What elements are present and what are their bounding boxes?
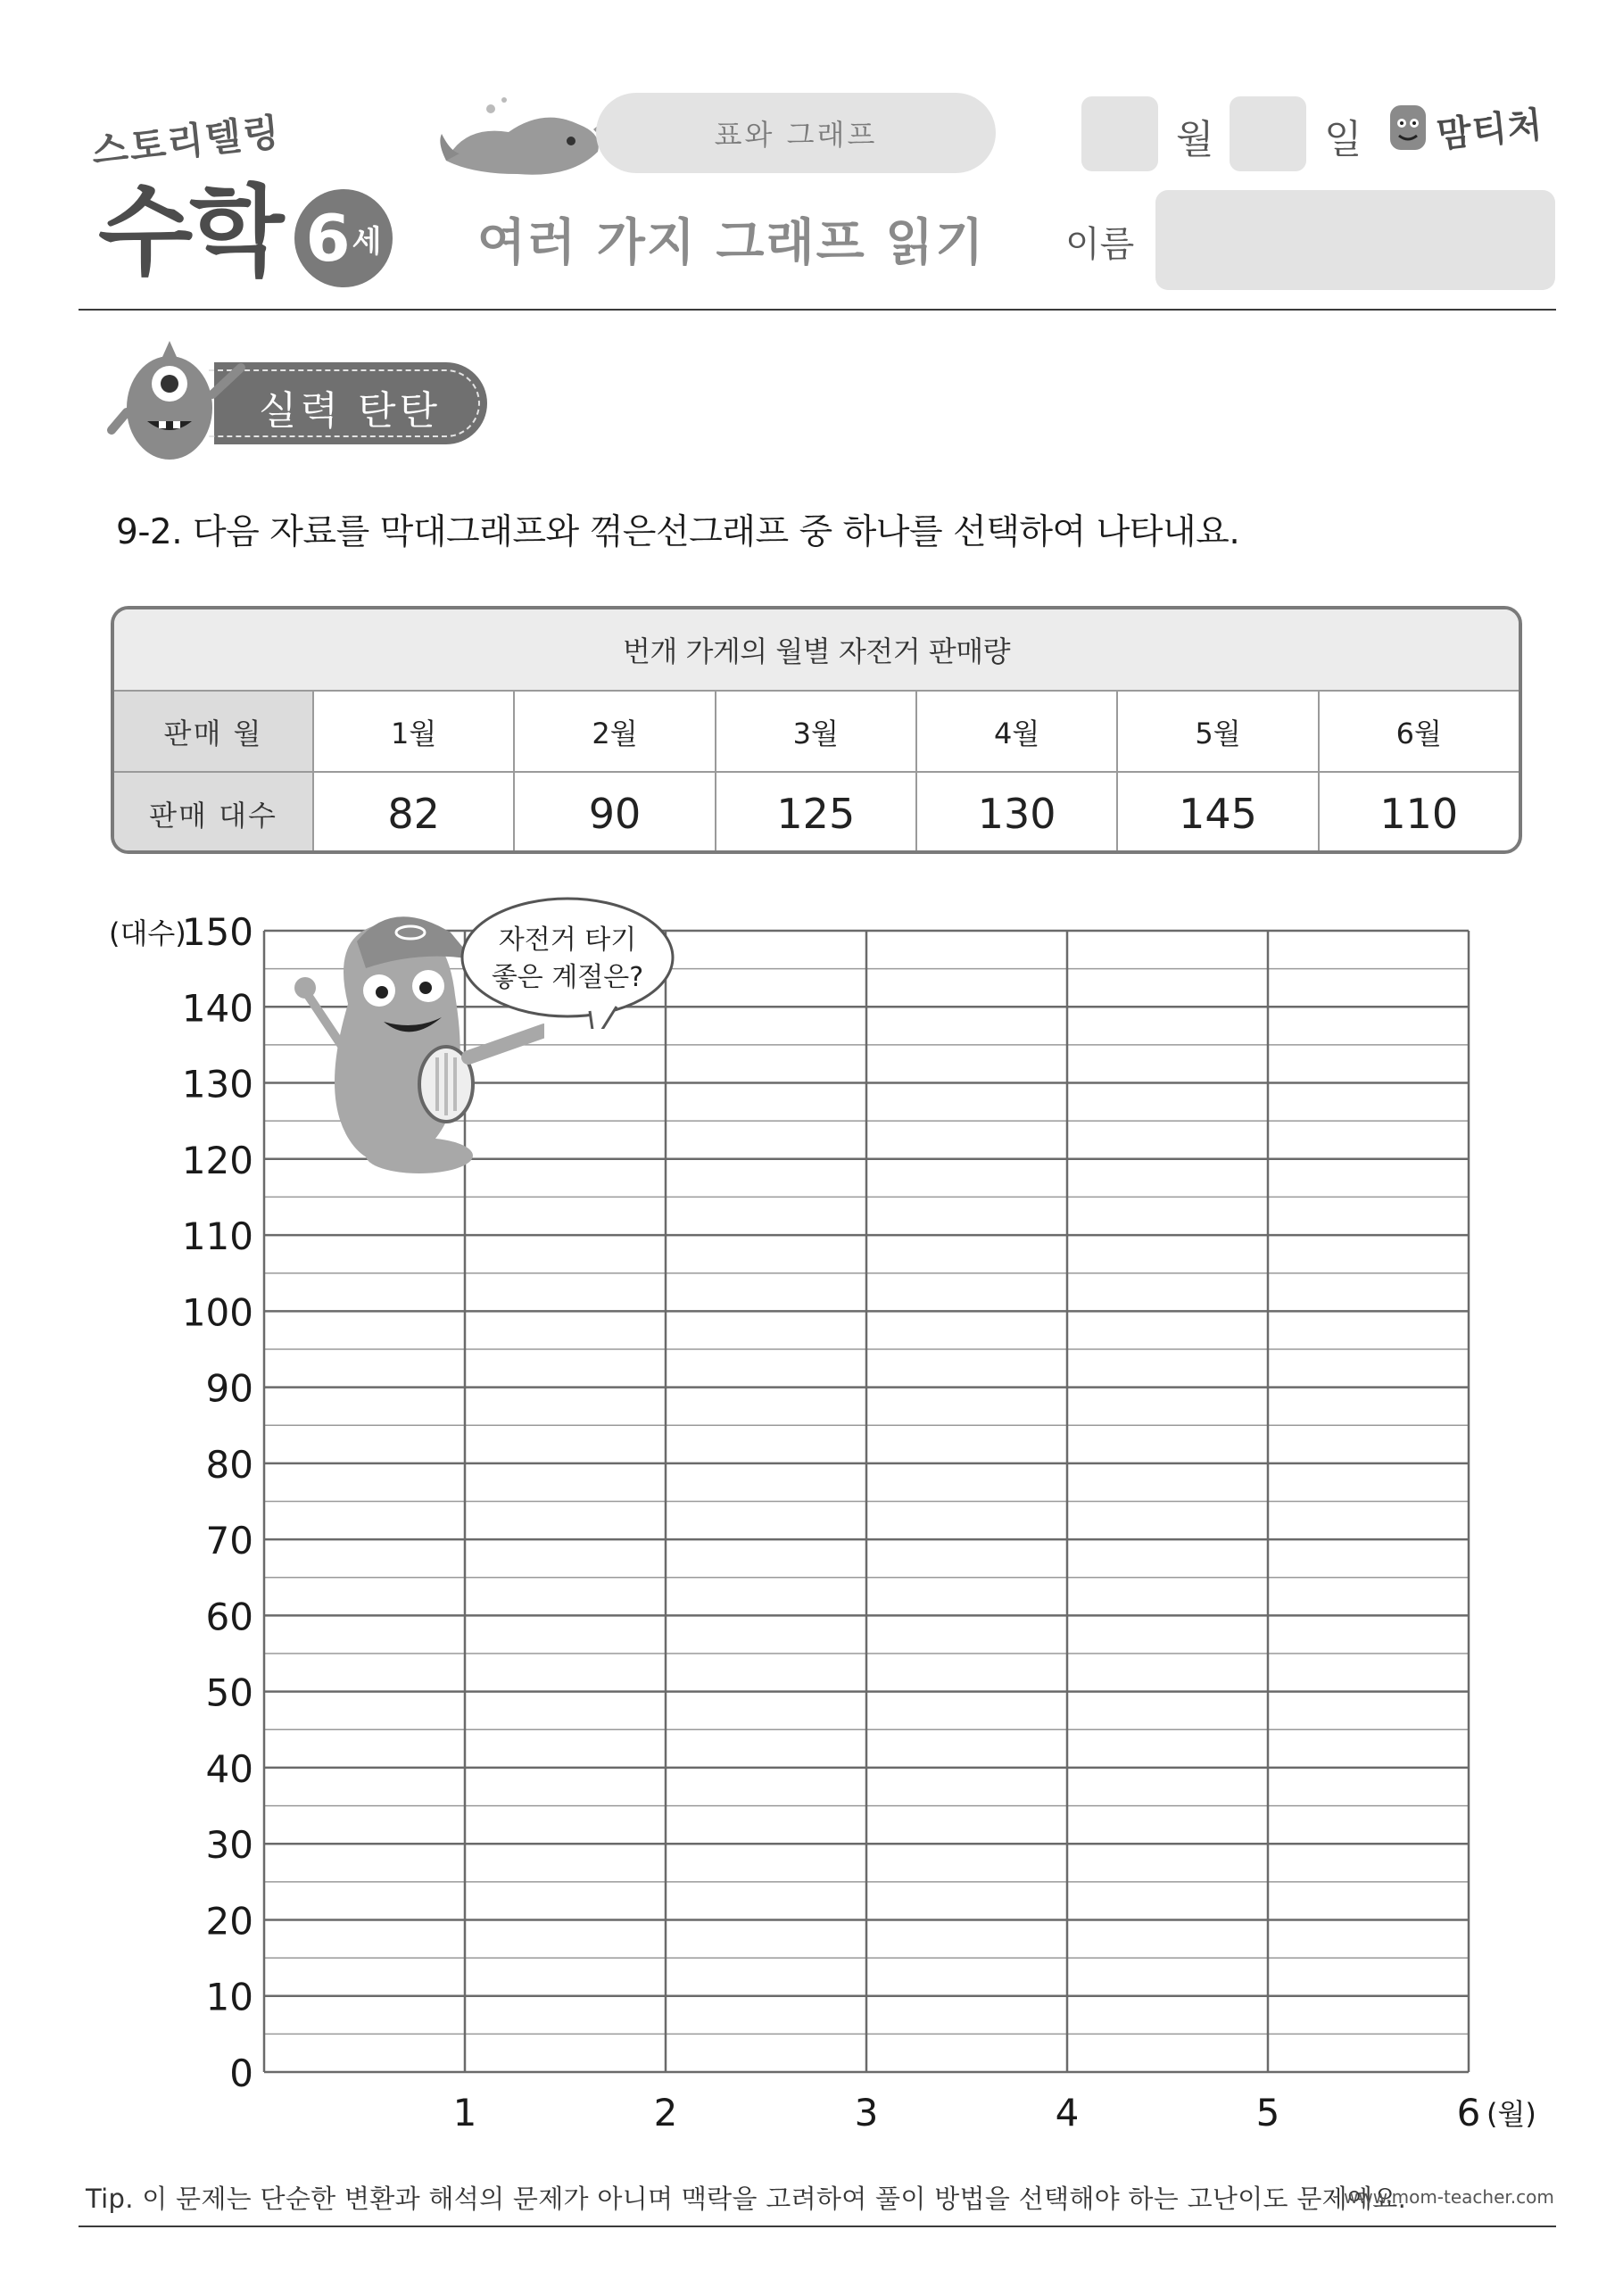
table-cell: 1월 bbox=[314, 692, 515, 771]
y-tick-label: 10 bbox=[205, 1975, 253, 2019]
tip-text: Tip. 이 문제는 단순한 변환과 해석의 문제가 아니며 맥락을 고려하여 풀이 방법을 선택해야 하는 고난이도 문제예요. bbox=[86, 2184, 1407, 2214]
table-cell: 110 bbox=[1379, 789, 1459, 838]
y-tick-label: 50 bbox=[205, 1670, 253, 1715]
age-suffix: 세 bbox=[352, 223, 382, 260]
name-label: 이름 bbox=[1065, 224, 1135, 265]
y-tick-label: 60 bbox=[205, 1595, 253, 1639]
series-main-text: 수학 bbox=[98, 175, 281, 289]
table-cell: 125 bbox=[716, 773, 917, 854]
table-cell: 90 bbox=[515, 773, 716, 854]
brand-logo: 맘티처 bbox=[1435, 104, 1545, 157]
table-cell: 82 bbox=[314, 773, 515, 854]
x-tick-label: 3 bbox=[854, 2091, 879, 2134]
y-tick-label: 70 bbox=[205, 1519, 253, 1563]
table-cell: 145 bbox=[1118, 773, 1319, 854]
table-cell: 3월 bbox=[716, 692, 917, 771]
age-number: 6 bbox=[305, 201, 351, 276]
y-tick-label: 110 bbox=[181, 1214, 253, 1259]
y-tick-label: 150 bbox=[181, 910, 253, 954]
x-tick-label: 4 bbox=[1055, 2091, 1080, 2134]
row-header-count: 판매 대수 bbox=[114, 773, 314, 854]
x-tick-label: 5 bbox=[1255, 2091, 1280, 2134]
series-top-text: 스토리텔링 bbox=[89, 109, 284, 173]
topic-label: 표와 그래프 bbox=[596, 93, 996, 173]
y-tick-label: 40 bbox=[205, 1746, 253, 1791]
y-tick-label: 100 bbox=[181, 1290, 253, 1335]
speech-line-2: 좋은 계절은? bbox=[491, 962, 644, 993]
y-tick-label: 120 bbox=[181, 1138, 253, 1182]
table-cell: 4월 bbox=[917, 692, 1118, 771]
y-tick-label: 0 bbox=[229, 2051, 253, 2095]
x-tick-label: 1 bbox=[452, 2091, 477, 2134]
y-axis-label: (대수) bbox=[109, 916, 186, 950]
speech-line-1: 자전거 타기 bbox=[498, 924, 637, 956]
question-text: 9-2. 다음 자료를 막대그래프와 꺾은선그래프 중 하나를 선택하여 나타내요. bbox=[116, 512, 1240, 552]
y-tick-label: 140 bbox=[181, 986, 253, 1031]
table-cell: 6월 bbox=[1395, 716, 1442, 750]
y-tick-label: 20 bbox=[205, 1899, 253, 1944]
site-url[interactable]: www.mom-teacher.com bbox=[1344, 2186, 1554, 2208]
table-cell: 5월 bbox=[1118, 692, 1319, 771]
table-caption: 번개 가게의 월별 자전거 판매량 bbox=[114, 609, 1519, 692]
day-label: 일 bbox=[1324, 117, 1362, 162]
lesson-title: 여러 가지 그래프 읽기 bbox=[477, 214, 986, 272]
y-tick-label: 130 bbox=[181, 1062, 253, 1107]
table-cell: 2월 bbox=[515, 692, 716, 771]
x-tick-label: 2 bbox=[653, 2091, 678, 2134]
x-axis-label: (월) bbox=[1486, 2097, 1536, 2131]
month-label: 월 bbox=[1176, 117, 1214, 162]
y-tick-label: 80 bbox=[205, 1442, 253, 1487]
x-tick-label: 6 bbox=[1456, 2091, 1481, 2134]
section-badge-label: 실력 탄탄 bbox=[259, 388, 442, 434]
y-tick-label: 90 bbox=[205, 1366, 253, 1411]
row-header-month: 판매 월 bbox=[114, 692, 314, 771]
footer-divider bbox=[79, 2226, 1556, 2227]
table-cell: 130 bbox=[917, 773, 1118, 854]
y-tick-label: 30 bbox=[205, 1823, 253, 1868]
